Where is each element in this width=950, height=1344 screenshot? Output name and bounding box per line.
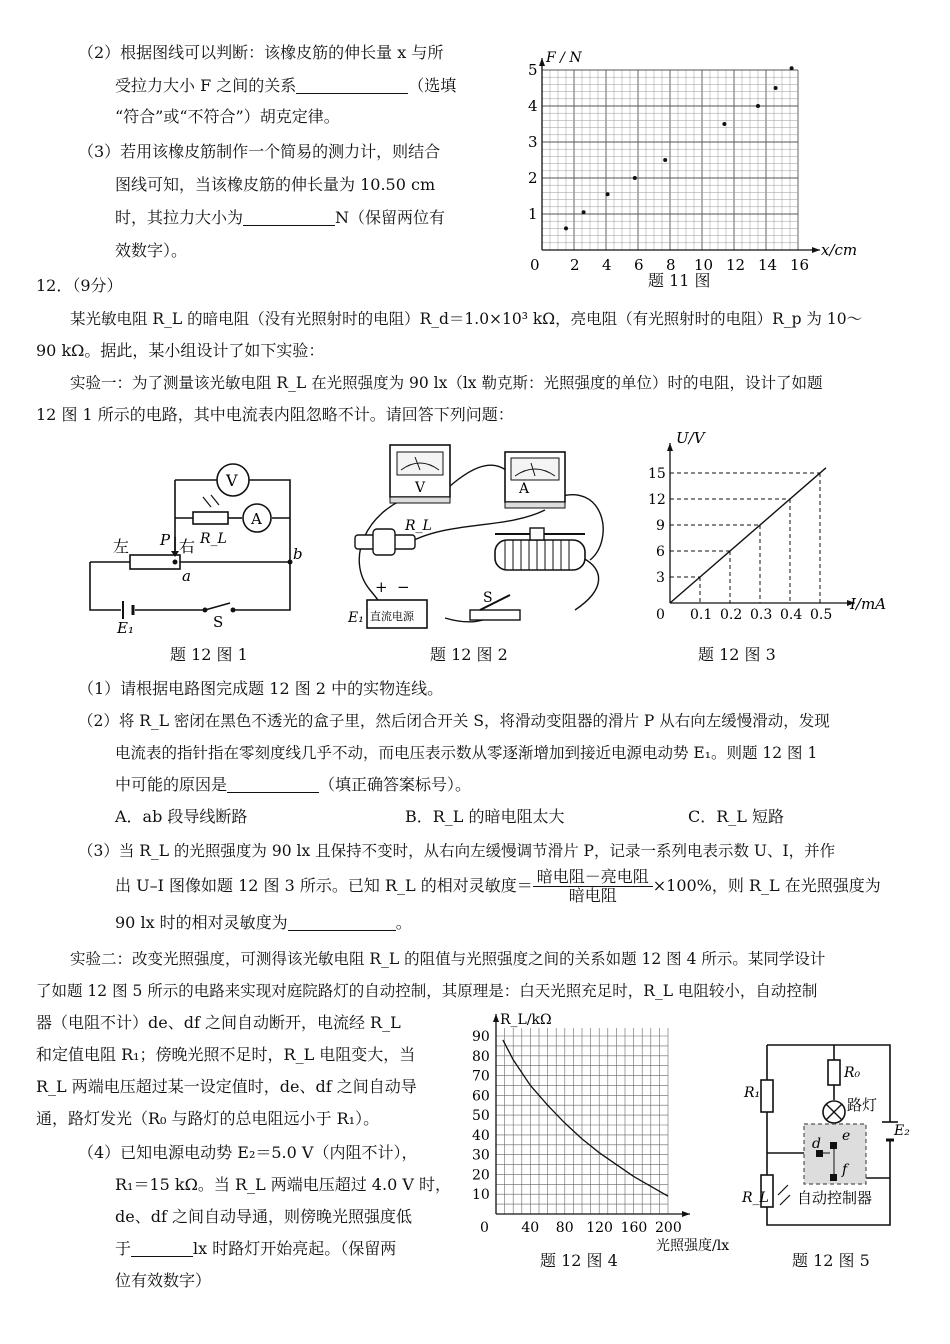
q12-exp2-line6: 通，路灯发光（R₀ 与路灯的总电阻远小于 R₁）。 [36,1109,380,1128]
fig12-5-label-f: f [842,1162,848,1178]
fig12-3-x-axis-label: I/mA [850,595,887,613]
fig12-3-y-tick-label: 6 [656,544,665,560]
fig12-1-circuit [85,455,315,635]
q12-answer-blank-3[interactable] [288,914,396,931]
q11-figure-caption: 题 11 图 [648,271,711,290]
q11-part3-text-b: N（保留两位有 [335,208,446,227]
fig12-4-axes [472,1012,729,1254]
fig12-5-label-rl: R_L [742,1190,769,1206]
q11-grid [542,70,798,250]
fig12-4-y-tick-label: 10 [472,1187,490,1204]
q11-x-arrow [812,247,820,253]
q11-x-tick-label: 6 [634,256,644,274]
q11-part3-line4: 效数字）。 [115,241,188,260]
fig12-3-caption: 题 12 图 3 [698,645,776,664]
q12-option-c: C．R_L 短路 [688,807,785,826]
q12-part3-text-a: 出 U–I 图像如题 12 图 3 所示。已知 R_L 的相对灵敏度＝ [115,876,533,895]
q12-part2-line2: 电流表的指针指在零刻度线几乎不动，而电压表示数从零逐渐增加到接近电源电动势 E₁。则题 12 图 1 [115,744,818,762]
q11-x-axis-label: x/cm [821,241,858,259]
fig12-4-caption: 题 12 图 4 [540,1251,618,1270]
q12-part3-text-d: 。 [395,913,412,932]
q12-exp2-line5: R_L 两端电压超过某一设定值时，de、df 之间自动导 [36,1077,417,1096]
q11-y-axis-label: F / N [546,50,582,66]
q11-points [564,66,794,230]
fig12-5-label-ctrl: 自动控制器 [797,1189,873,1207]
fig12-4-series [503,1040,668,1196]
fig12-3-series [670,468,826,603]
q11-x-tick-label: 8 [666,256,676,274]
fig12-4-y-tick-label: 90 [472,1029,490,1045]
q11-data-point [606,192,610,196]
q12-exp1-line1: 实验一：为了测量该光敏电阻 R_L 在光照强度为 90 lx（lx 勒克斯：光照强度的单位）时的电阻，设计了如题 [70,374,823,392]
q11-data-point [790,66,794,70]
q11-data-point [663,158,667,162]
fig12-4-chart [458,1012,753,1252]
fig12-2-caption: 题 12 图 2 [430,645,508,664]
fig12-3-y-arrow [667,443,673,451]
fig12-3-ui-line [670,468,826,603]
fig12-5-label-e: e [842,1128,851,1144]
fig12-3-x-tick-label: 0.3 [750,607,773,623]
fig12-4-y-tick-label: 30 [472,1147,490,1164]
fig12-3-y-axis-label: U/V [676,429,705,447]
fig12-1-label-right: 右 [179,537,196,556]
q12-intro-line2: 90 kΩ。据此，某小组设计了如下实验： [36,341,325,360]
q11-y-tick-label: 2 [528,169,538,187]
q11-part2-line1: （2）根据图线可以判断：该橡皮筋的伸长量 x 与所 [78,43,444,62]
q11-x-tick-label: 0 [530,256,540,274]
q11-x-tick-label: 4 [602,256,612,274]
q12-answer-blank-2[interactable] [227,776,319,793]
q11-x-tick-label: 2 [570,256,580,274]
fig12-5-circuit [742,1040,917,1240]
fig12-1-label-a: A [251,510,262,528]
fig12-1-label-p: P [160,531,171,549]
fig12-2-rheostat [495,528,585,570]
q12-part3-text-c: 90 lx 时的相对灵敏度为 [115,913,288,932]
q12-fraction-numerator: 暗电阻－亮电阻 [533,868,653,887]
q12-fraction-denominator: 暗电阻 [568,886,617,905]
fig12-5-label-lamp: 路灯 [847,1096,878,1114]
q12-part2-text-b: （填正确答案标号）。 [319,775,472,794]
fig12-2-label-s: S [483,590,493,606]
fig12-1-label-v: V [226,471,238,490]
fig12-4-x-arrow [682,1211,690,1217]
fig12-2-label-v: V [415,480,426,496]
fig12-4-x-axis-label: 光照强度/lx [656,1238,730,1254]
q12-part4-line2: R₁＝15 kΩ。当 R_L 两端电压超过 4.0 V 时， [115,1175,451,1194]
fig12-4-x-tick-label: 120 [586,1220,613,1236]
fig12-2-label-dc: 直流电源 [370,610,414,623]
q11-part3-line2: 图线可知，当该橡皮筋的伸长量为 10.50 cm [115,175,436,194]
q12-part2-line1: （2）将 R_L 密闭在黑色不透光的盒子里，然后闭合开关 S，将滑动变阻器的滑片 P 从右向左缓慢滑动，发现 [78,712,830,730]
fig12-5-caption: 题 12 图 5 [792,1251,870,1270]
fig12-2-label-rl: R_L [405,518,432,534]
fig12-2-label-minus: − [397,578,410,596]
q12-part4-line1: （4）已知电源电动势 E₂＝5.0 V（内阻不计）， [78,1143,418,1162]
fig12-1-label-b-point: b [293,545,303,563]
fig12-4-y-axis-label: R_L/kΩ [500,1012,552,1028]
q11-data-point [722,122,726,126]
fig12-4-y-arrow [493,1014,499,1022]
q11-part2-text-a: 受拉力大小 F 之间的关系 [115,76,297,95]
q11-data-point [756,104,760,108]
fig12-4-grid [496,1028,668,1214]
q12-answer-blank-4[interactable] [131,1240,193,1257]
q12-option-b: B．R_L 的暗电阻太大 [405,807,565,826]
q11-part2-line3: “符合”或“不符合”）胡克定律。 [115,107,340,126]
q11-data-point [774,86,778,90]
fig12-3-y-tick-label: 3 [656,570,665,586]
fig12-4-curve [503,1040,668,1196]
fig12-4-x-tick-label: 200 [655,1220,682,1236]
q11-y-tick-label: 5 [528,61,538,79]
q11-x-tick-label: 16 [790,256,810,274]
fig12-5-r1 [761,1080,773,1112]
fig12-4-x-tick-label: 40 [521,1220,540,1236]
q12-part3-text-b: ×100%，则 R_L 在光照强度为 [652,876,881,895]
q11-answer-blank-1[interactable] [296,77,408,94]
fig12-3-axes [648,429,886,623]
q11-axes [528,50,857,274]
q12-header: 12．（9分） [36,276,123,295]
q11-chart [510,38,858,288]
fig12-4-y-tick-label: 70 [472,1068,490,1085]
q11-x-tick-label: 10 [694,256,714,274]
fig12-4-x-tick-label: 80 [555,1220,574,1236]
fig12-3-x-tick-label: 0 [656,607,665,623]
q12-sensitivity-fraction [533,868,653,905]
fig12-4-y-tick-label: 50 [472,1108,490,1125]
q11-part2-line2 [115,75,456,97]
q11-y-tick-label: 3 [528,133,538,151]
fig12-4-y-tick-label: 60 [472,1088,490,1105]
fig12-4-x-tick-label: 0 [480,1220,489,1236]
q12-part4-line3: de、df 之间自动导通，则傍晚光照强度低 [115,1207,412,1226]
q11-part3-line1: （3）若用该橡皮筋制作一个简易的测力计，则结合 [78,142,441,161]
q12-exp2-line4: 和定值电阻 R₁；傍晚光照不足时，R_L 电阻变大，当 [36,1045,416,1064]
fig12-4-x-tick-label: 160 [620,1220,648,1236]
q12-part3-line1: （3）当 R_L 的光照强度为 90 lx 且保持不变时，从右向左缓慢调节滑片 P，记录一系列电表示数 U、I，并作 [78,842,836,860]
fig12-3-x-tick-label: 0.5 [810,607,833,623]
fig12-2-switch [470,595,520,620]
fig12-4-y-tick-label: 80 [472,1048,490,1065]
q11-part2-text-b: （选填 [408,76,457,95]
q11-data-point [633,176,637,180]
q11-data-point [564,226,568,230]
q12-exp2-line1: 实验二：改变光照强度，可测得该光敏电阻 R_L 的阻值与光照强度之间的关系如题 12 图 4 所示。某同学设计 [70,950,826,968]
q12-part3-line2 [115,866,881,906]
fig12-2-ammeter [505,452,565,508]
fig12-1-rl [193,512,228,524]
q12-part4-line5: 位有效数字） [115,1271,212,1290]
q12-part4-line4 [115,1238,396,1260]
q12-exp1-line2: 12 图 1 所示的电路，其中电流表内阻忽略不计。请回答下列问题： [36,405,514,424]
fig12-4-y-tick-label: 40 [472,1127,490,1144]
fig12-1-label-e1: E₁ [117,619,134,637]
q11-part3-line3 [115,207,445,229]
fig12-3-y-tick-label: 15 [648,466,666,482]
q11-y-arrow [539,58,545,66]
q12-part2-line3 [115,774,471,796]
q11-y-tick-label: 4 [528,97,538,115]
fig12-1-label-s: S [213,613,224,631]
q11-y-tick-label: 1 [528,205,538,223]
fig12-5-label-r0: R₀ [844,1065,861,1081]
q12-part2-text-a: 中可能的原因是 [115,775,228,794]
fig12-3-x-tick-label: 0.1 [690,607,713,623]
q12-part1: （1）请根据电路图完成题 12 图 2 中的实物连线。 [78,679,444,698]
fig12-1-label-rl: R_L [200,531,227,547]
q12-part3-line3 [115,912,412,934]
fig12-3-x-tick-label: 0.4 [780,607,803,623]
fig12-2-apparatus [345,440,615,640]
q11-x-tick-label: 12 [726,256,746,274]
q11-x-tick-label: 14 [758,256,778,274]
fig12-3-chart [635,429,895,635]
q12-part4-text-b: lx 时路灯开始亮起。（保留两 [193,1239,397,1258]
fig12-1-label-left: 左 [113,537,130,556]
q12-exp2-line2: 了如题 12 图 5 所示的电路来实现对庭院路灯的自动控制，其原理是：白天光照充足时，R_L 电阻较小，自动控制 [36,982,818,1000]
q11-part3-text-a: 时，其拉力大小为 [115,208,244,227]
fig12-4-y-tick-label: 20 [472,1167,490,1184]
q12-part4-text-a: 于 [115,1239,132,1258]
q11-data-point [582,210,586,214]
fig12-3-y-tick-label: 12 [648,492,666,508]
fig12-3-x-tick-label: 0.2 [720,607,743,623]
fig12-3-y-tick-label: 9 [656,518,665,534]
fig12-5-r0 [828,1060,840,1085]
q12-exp2-line3: 器（电阻不计）de、df 之间自动断开，电流经 R_L [36,1013,401,1032]
fig12-2-label-plus: + [375,578,388,596]
fig12-2-label-a: A [519,481,530,497]
fig12-5-label-e2: E₂ [894,1123,910,1139]
fig12-2-label-e1: E₁ [348,610,364,626]
fig12-5-label-r1: R₁ [744,1085,761,1101]
q12-intro-line1: 某光敏电阻 R_L 的暗电阻（没有光照射时的电阻）R_d＝1.0×10³ kΩ，亮电阻（有光照射时的电阻）R_p 为 10～ [70,310,863,328]
q12-option-a: A．ab 段导线断路 [115,807,248,826]
q11-answer-blank-2[interactable] [243,209,335,226]
fig12-1-caption: 题 12 图 1 [170,645,248,664]
fig12-1-label-a-point: a [182,567,191,585]
fig12-5-label-d: d [812,1136,821,1152]
